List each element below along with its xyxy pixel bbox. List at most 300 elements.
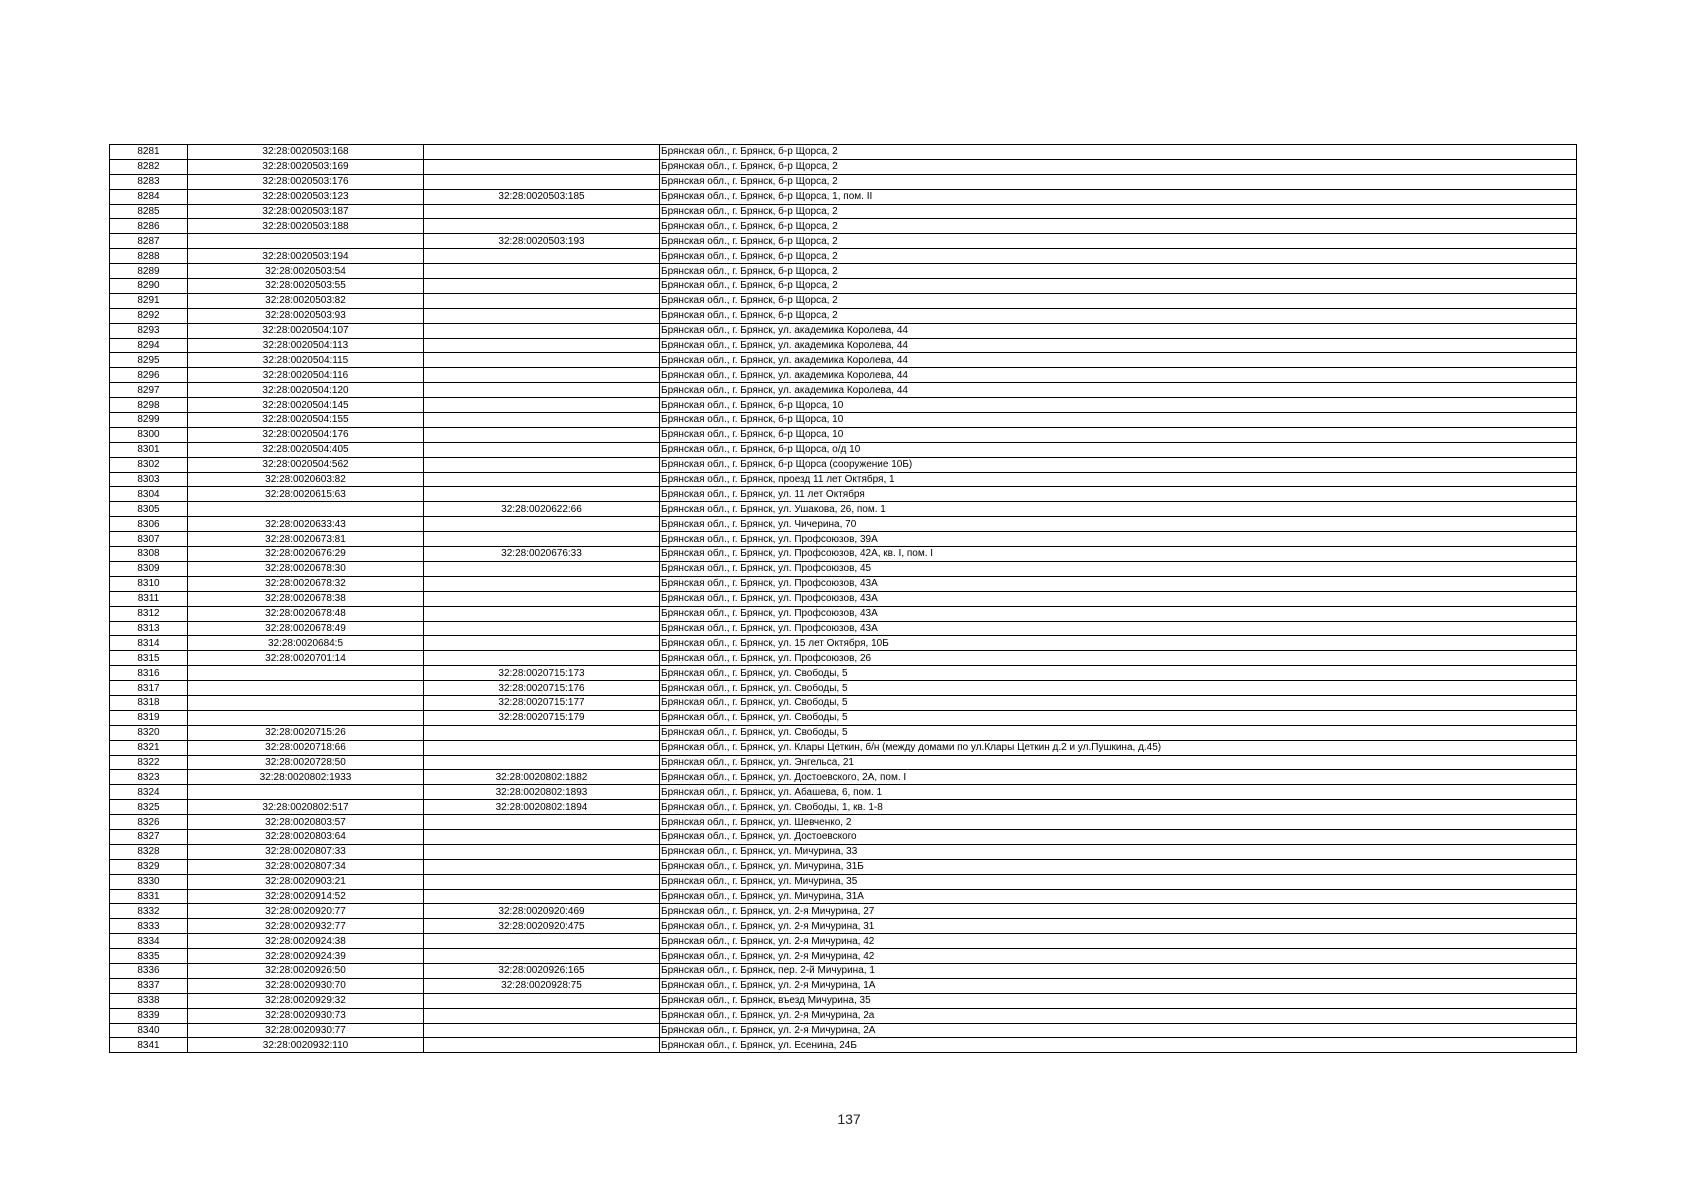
related-cadastral-number-cell [424, 219, 660, 234]
table-row [110, 517, 1577, 532]
row-number-cell: 8313 [110, 621, 188, 636]
related-cadastral-number-cell [424, 457, 660, 472]
address-cell: Брянская обл., г. Брянск, ул. Мичурина, 31Б [660, 859, 1577, 874]
cadastral-number-cell: 32:28:0020504:115 [188, 353, 424, 368]
address-cell: Брянская обл., г. Брянск, ул. 2-я Мичурина, 27 [660, 904, 1577, 919]
address-cell: Брянская обл., г. Брянск, ул. академика Королева, 44 [660, 383, 1577, 398]
cadastral-number-cell: 32:28:0020803:57 [188, 815, 424, 830]
address-cell: Брянская обл., г. Брянск, б-р Щорса, 2 [660, 145, 1577, 160]
row-number-cell: 8314 [110, 636, 188, 651]
related-cadastral-number-cell [424, 651, 660, 666]
related-cadastral-number-cell: 32:28:0020715:179 [424, 710, 660, 725]
related-cadastral-number-cell: 32:28:0020928:75 [424, 978, 660, 993]
address-cell: Брянская обл., г. Брянск, ул. Ушакова, 26, пом. 1 [660, 502, 1577, 517]
cadastral-number-cell: 32:28:0020715:26 [188, 725, 424, 740]
related-cadastral-number-cell [424, 279, 660, 294]
row-number-cell: 8282 [110, 159, 188, 174]
row-number-cell: 8302 [110, 457, 188, 472]
cadastral-number-cell: 32:28:0020503:55 [188, 279, 424, 294]
related-cadastral-number-cell [424, 1023, 660, 1038]
address-cell: Брянская обл., г. Брянск, ул. Свободы, 5 [660, 681, 1577, 696]
related-cadastral-number-cell [424, 859, 660, 874]
address-cell: Брянская обл., г. Брянск, б-р Щорса, 2 [660, 219, 1577, 234]
related-cadastral-number-cell [424, 1038, 660, 1053]
row-number-cell: 8301 [110, 442, 188, 457]
row-number-cell: 8331 [110, 889, 188, 904]
row-number-cell: 8324 [110, 785, 188, 800]
related-cadastral-number-cell [424, 368, 660, 383]
related-cadastral-number-cell: 32:28:0020802:1882 [424, 770, 660, 785]
address-cell: Брянская обл., г. Брянск, б-р Щорса, 2 [660, 249, 1577, 264]
cadastral-number-cell: 32:28:0020678:48 [188, 606, 424, 621]
address-cell: Брянская обл., г. Брянск, ул. Профсоюзов, 45 [660, 561, 1577, 576]
row-number-cell: 8328 [110, 844, 188, 859]
cadastral-number-cell: 32:28:0020503:169 [188, 159, 424, 174]
cadastral-number-cell: 32:28:0020504:113 [188, 338, 424, 353]
table-row [110, 844, 1577, 859]
related-cadastral-number-cell [424, 844, 660, 859]
related-cadastral-number-cell [424, 204, 660, 219]
related-cadastral-number-cell [424, 576, 660, 591]
table-row [110, 457, 1577, 472]
address-cell: Брянская обл., г. Брянск, ул. 2-я Мичурина, 42 [660, 934, 1577, 949]
row-number-cell: 8308 [110, 547, 188, 562]
row-number-cell: 8294 [110, 338, 188, 353]
cadastral-number-cell: 32:28:0020932:77 [188, 919, 424, 934]
cadastral-number-cell: 32:28:0020503:168 [188, 145, 424, 160]
row-number-cell: 8297 [110, 383, 188, 398]
table-row [110, 145, 1577, 160]
related-cadastral-number-cell [424, 398, 660, 413]
row-number-cell: 8306 [110, 517, 188, 532]
row-number-cell: 8326 [110, 815, 188, 830]
table-row [110, 963, 1577, 978]
cadastral-number-cell [188, 666, 424, 681]
table-row [110, 934, 1577, 949]
address-cell: Брянская обл., г. Брянск, ул. академика Королева, 44 [660, 338, 1577, 353]
address-cell: Брянская обл., г. Брянск, ул. 2-я Мичурина, 31 [660, 919, 1577, 934]
row-number-cell: 8283 [110, 174, 188, 189]
address-cell: Брянская обл., г. Брянск, ул. Профсоюзов, 43А [660, 621, 1577, 636]
address-cell: Брянская обл., г. Брянск, ул. Свободы, 5 [660, 666, 1577, 681]
cadastral-number-cell [188, 681, 424, 696]
address-cell: Брянская обл., г. Брянск, б-р Щорса, 2 [660, 234, 1577, 249]
table-row [110, 815, 1577, 830]
address-cell: Брянская обл., г. Брянск, б-р Щорса (сооружение 10Б) [660, 457, 1577, 472]
related-cadastral-number-cell: 32:28:0020715:176 [424, 681, 660, 696]
cadastral-number-cell: 32:28:0020903:21 [188, 874, 424, 889]
related-cadastral-number-cell [424, 829, 660, 844]
page-number: 137 [837, 1111, 861, 1127]
related-cadastral-number-cell [424, 725, 660, 740]
cadastral-number-cell: 32:28:0020930:77 [188, 1023, 424, 1038]
cadastral-number-cell: 32:28:0020504:155 [188, 413, 424, 428]
address-cell: Брянская обл., г. Брянск, ул. 15 лет Октября, 10Б [660, 636, 1577, 651]
table-row [110, 889, 1577, 904]
table-row [110, 368, 1577, 383]
address-cell: Брянская обл., г. Брянск, ул. 11 лет Октября [660, 487, 1577, 502]
cadastral-number-cell: 32:28:0020678:49 [188, 621, 424, 636]
related-cadastral-number-cell [424, 755, 660, 770]
cadastral-number-cell: 32:28:0020807:33 [188, 844, 424, 859]
row-number-cell: 8300 [110, 427, 188, 442]
row-number-cell: 8337 [110, 978, 188, 993]
related-cadastral-number-cell [424, 487, 660, 502]
table-row [110, 606, 1577, 621]
cadastral-number-cell: 32:28:0020504:116 [188, 368, 424, 383]
cadastral-number-cell: 32:28:0020503:82 [188, 293, 424, 308]
address-cell: Брянская обл., г. Брянск, б-р Щорса, 2 [660, 308, 1577, 323]
table-row [110, 383, 1577, 398]
table-row [110, 159, 1577, 174]
table-row [110, 398, 1577, 413]
cadastral-number-cell: 32:28:0020504:176 [188, 427, 424, 442]
related-cadastral-number-cell [424, 383, 660, 398]
related-cadastral-number-cell: 32:28:0020920:475 [424, 919, 660, 934]
row-number-cell: 8286 [110, 219, 188, 234]
table-row [110, 829, 1577, 844]
table-row [110, 472, 1577, 487]
table-row [110, 591, 1577, 606]
address-cell: Брянская обл., г. Брянск, въезд Мичурина, 35 [660, 993, 1577, 1008]
related-cadastral-number-cell: 32:28:0020503:185 [424, 189, 660, 204]
table-row [110, 323, 1577, 338]
row-number-cell: 8319 [110, 710, 188, 725]
table-row [110, 710, 1577, 725]
table-row [110, 279, 1577, 294]
cadastral-number-cell: 32:28:0020728:50 [188, 755, 424, 770]
row-number-cell: 8339 [110, 1008, 188, 1023]
related-cadastral-number-cell: 32:28:0020715:173 [424, 666, 660, 681]
cadastral-number-cell: 32:28:0020926:50 [188, 963, 424, 978]
table-row [110, 725, 1577, 740]
table-row [110, 904, 1577, 919]
cadastral-number-cell: 32:28:0020932:110 [188, 1038, 424, 1053]
table-row [110, 859, 1577, 874]
cadastral-number-cell: 32:28:0020684:5 [188, 636, 424, 651]
table-row [110, 621, 1577, 636]
related-cadastral-number-cell [424, 889, 660, 904]
row-number-cell: 8332 [110, 904, 188, 919]
related-cadastral-number-cell [424, 427, 660, 442]
address-cell: Брянская обл., г. Брянск, ул. Мичурина, 31А [660, 889, 1577, 904]
address-cell: Брянская обл., г. Брянск, б-р Щорса, 2 [660, 264, 1577, 279]
address-cell: Брянская обл., г. Брянск, ул. Профсоюзов, 26 [660, 651, 1577, 666]
cadastral-number-cell: 32:28:0020633:43 [188, 517, 424, 532]
address-cell: Брянская обл., г. Брянск, ул. Клары Цеткин, б/н (между домами по ул.Клары Цеткин д.2 и ул.Пушкина, д.45) [660, 740, 1577, 755]
address-cell: Брянская обл., г. Брянск, б-р Щорса, 10 [660, 413, 1577, 428]
related-cadastral-number-cell [424, 249, 660, 264]
address-cell: Брянская обл., г. Брянск, ул. академика Королева, 44 [660, 368, 1577, 383]
related-cadastral-number-cell [424, 308, 660, 323]
row-number-cell: 8321 [110, 740, 188, 755]
cadastral-number-cell [188, 710, 424, 725]
row-number-cell: 8335 [110, 949, 188, 964]
address-cell: Брянская обл., г. Брянск, ул. 2-я Мичурина, 1А [660, 978, 1577, 993]
table-row [110, 576, 1577, 591]
table-row [110, 695, 1577, 710]
table-row [110, 532, 1577, 547]
related-cadastral-number-cell [424, 353, 660, 368]
related-cadastral-number-cell [424, 606, 660, 621]
related-cadastral-number-cell [424, 159, 660, 174]
address-cell: Брянская обл., г. Брянск, ул. академика Королева, 44 [660, 353, 1577, 368]
address-cell: Брянская обл., г. Брянск, ул. Есенина, 24Б [660, 1038, 1577, 1053]
cadastral-number-cell: 32:28:0020615:63 [188, 487, 424, 502]
row-number-cell: 8289 [110, 264, 188, 279]
related-cadastral-number-cell [424, 174, 660, 189]
related-cadastral-number-cell [424, 338, 660, 353]
table-row [110, 681, 1577, 696]
related-cadastral-number-cell [424, 442, 660, 457]
cadastral-number-cell: 32:28:0020678:38 [188, 591, 424, 606]
related-cadastral-number-cell [424, 561, 660, 576]
cadastral-number-cell: 32:28:0020504:107 [188, 323, 424, 338]
cadastral-number-cell: 32:28:0020920:77 [188, 904, 424, 919]
address-cell: Брянская обл., г. Брянск, б-р Щорса, о/д 10 [660, 442, 1577, 457]
table-row [110, 1008, 1577, 1023]
address-cell: Брянская обл., г. Брянск, ул. 2-я Мичурина, 42 [660, 949, 1577, 964]
row-number-cell: 8305 [110, 502, 188, 517]
table-row [110, 978, 1577, 993]
row-number-cell: 8317 [110, 681, 188, 696]
address-cell: Брянская обл., г. Брянск, б-р Щорса, 2 [660, 293, 1577, 308]
row-number-cell: 8336 [110, 963, 188, 978]
table-row [110, 219, 1577, 234]
table-row [110, 413, 1577, 428]
cadastral-number-cell: 32:28:0020503:187 [188, 204, 424, 219]
row-number-cell: 8285 [110, 204, 188, 219]
related-cadastral-number-cell [424, 740, 660, 755]
cadastral-number-cell: 32:28:0020802:1933 [188, 770, 424, 785]
address-cell: Брянская обл., г. Брянск, ул. Абашева, 6, пом. 1 [660, 785, 1577, 800]
related-cadastral-number-cell: 32:28:0020802:1893 [424, 785, 660, 800]
table-row [110, 502, 1577, 517]
table-row [110, 740, 1577, 755]
related-cadastral-number-cell: 32:28:0020715:177 [424, 695, 660, 710]
related-cadastral-number-cell [424, 264, 660, 279]
cadastral-number-cell: 32:28:0020503:188 [188, 219, 424, 234]
row-number-cell: 8291 [110, 293, 188, 308]
address-cell: Брянская обл., г. Брянск, ул. 2-я Мичурина, 2а [660, 1008, 1577, 1023]
cadastral-number-cell [188, 234, 424, 249]
row-number-cell: 8316 [110, 666, 188, 681]
table-row [110, 770, 1577, 785]
related-cadastral-number-cell [424, 413, 660, 428]
table-row [110, 204, 1577, 219]
address-cell: Брянская обл., г. Брянск, ул. Шевченко, 2 [660, 815, 1577, 830]
cadastral-number-cell: 32:28:0020603:82 [188, 472, 424, 487]
row-number-cell: 8315 [110, 651, 188, 666]
cadastral-number-cell: 32:28:0020503:194 [188, 249, 424, 264]
address-cell: Брянская обл., г. Брянск, б-р Щорса, 2 [660, 159, 1577, 174]
address-cell: Брянская обл., г. Брянск, ул. Профсоюзов, 43А [660, 591, 1577, 606]
row-number-cell: 8296 [110, 368, 188, 383]
related-cadastral-number-cell [424, 636, 660, 651]
table-row [110, 949, 1577, 964]
address-cell: Брянская обл., г. Брянск, ул. Профсоюзов, 42А, кв. I, пом. I [660, 547, 1577, 562]
cadastral-number-cell: 32:28:0020678:30 [188, 561, 424, 576]
row-number-cell: 8318 [110, 695, 188, 710]
cadastral-number-cell: 32:28:0020924:39 [188, 949, 424, 964]
table-row [110, 561, 1577, 576]
related-cadastral-number-cell: 32:28:0020920:469 [424, 904, 660, 919]
row-number-cell: 8330 [110, 874, 188, 889]
related-cadastral-number-cell: 32:28:0020926:165 [424, 963, 660, 978]
table-row [110, 636, 1577, 651]
cadastral-number-cell: 32:28:0020803:64 [188, 829, 424, 844]
cadastral-number-cell: 32:28:0020930:73 [188, 1008, 424, 1023]
cadastral-number-cell: 32:28:0020929:32 [188, 993, 424, 1008]
row-number-cell: 8334 [110, 934, 188, 949]
table-row [110, 189, 1577, 204]
related-cadastral-number-cell: 32:28:0020622:66 [424, 502, 660, 517]
row-number-cell: 8320 [110, 725, 188, 740]
table-row [110, 427, 1577, 442]
row-number-cell: 8307 [110, 532, 188, 547]
cadastral-number-cell: 32:28:0020504:145 [188, 398, 424, 413]
cadastral-number-cell: 32:28:0020678:32 [188, 576, 424, 591]
table-row [110, 174, 1577, 189]
table-row [110, 547, 1577, 562]
table-row [110, 293, 1577, 308]
table-row [110, 234, 1577, 249]
table-row [110, 874, 1577, 889]
cadastral-number-cell: 32:28:0020503:123 [188, 189, 424, 204]
address-cell: Брянская обл., г. Брянск, б-р Щорса, 10 [660, 398, 1577, 413]
row-number-cell: 8340 [110, 1023, 188, 1038]
address-cell: Брянская обл., г. Брянск, ул. Профсоюзов, 39А [660, 532, 1577, 547]
cadastral-number-cell: 32:28:0020504:562 [188, 457, 424, 472]
related-cadastral-number-cell [424, 993, 660, 1008]
row-number-cell: 8293 [110, 323, 188, 338]
cadastral-number-cell: 32:28:0020503:176 [188, 174, 424, 189]
table-row [110, 487, 1577, 502]
row-number-cell: 8310 [110, 576, 188, 591]
row-number-cell: 8323 [110, 770, 188, 785]
address-cell: Брянская обл., г. Брянск, пер. 2-й Мичурина, 1 [660, 963, 1577, 978]
table-row [110, 755, 1577, 770]
table-row [110, 308, 1577, 323]
related-cadastral-number-cell [424, 145, 660, 160]
related-cadastral-number-cell [424, 591, 660, 606]
related-cadastral-number-cell [424, 815, 660, 830]
address-cell: Брянская обл., г. Брянск, ул. академика Королева, 44 [660, 323, 1577, 338]
row-number-cell: 8288 [110, 249, 188, 264]
row-number-cell: 8287 [110, 234, 188, 249]
cadastral-number-cell: 32:28:0020673:81 [188, 532, 424, 547]
related-cadastral-number-cell [424, 293, 660, 308]
address-cell: Брянская обл., г. Брянск, ул. Энгельса, 21 [660, 755, 1577, 770]
row-number-cell: 8303 [110, 472, 188, 487]
table-row [110, 249, 1577, 264]
row-number-cell: 8309 [110, 561, 188, 576]
related-cadastral-number-cell [424, 472, 660, 487]
table-row [110, 993, 1577, 1008]
table-row [110, 919, 1577, 934]
table-row [110, 1023, 1577, 1038]
row-number-cell: 8290 [110, 279, 188, 294]
address-cell: Брянская обл., г. Брянск, проезд 11 лет Октября, 1 [660, 472, 1577, 487]
table-row [110, 666, 1577, 681]
cadastral-number-cell: 32:28:0020914:52 [188, 889, 424, 904]
table-row [110, 264, 1577, 279]
related-cadastral-number-cell: 32:28:0020676:33 [424, 547, 660, 562]
cadastral-number-cell [188, 502, 424, 517]
row-number-cell: 8295 [110, 353, 188, 368]
row-number-cell: 8325 [110, 800, 188, 815]
row-number-cell: 8333 [110, 919, 188, 934]
row-number-cell: 8311 [110, 591, 188, 606]
related-cadastral-number-cell [424, 949, 660, 964]
related-cadastral-number-cell [424, 532, 660, 547]
address-cell: Брянская обл., г. Брянск, ул. Профсоюзов, 43А [660, 606, 1577, 621]
address-cell: Брянская обл., г. Брянск, ул. Мичурина, 33 [660, 844, 1577, 859]
table-row [110, 1038, 1577, 1053]
cadastral-number-cell: 32:28:0020807:34 [188, 859, 424, 874]
address-cell: Брянская обл., г. Брянск, ул. Свободы, 5 [660, 695, 1577, 710]
table-row [110, 800, 1577, 815]
cadastral-number-cell: 32:28:0020504:405 [188, 442, 424, 457]
row-number-cell: 8327 [110, 829, 188, 844]
cadastral-number-cell: 32:28:0020718:66 [188, 740, 424, 755]
related-cadastral-number-cell [424, 874, 660, 889]
table-row [110, 338, 1577, 353]
row-number-cell: 8281 [110, 145, 188, 160]
address-cell: Брянская обл., г. Брянск, ул. Свободы, 5 [660, 710, 1577, 725]
row-number-cell: 8329 [110, 859, 188, 874]
registry-table-body [110, 145, 1577, 1053]
row-number-cell: 8304 [110, 487, 188, 502]
address-cell: Брянская обл., г. Брянск, ул. Профсоюзов, 43А [660, 576, 1577, 591]
related-cadastral-number-cell [424, 1008, 660, 1023]
address-cell: Брянская обл., г. Брянск, ул. Мичурина, 35 [660, 874, 1577, 889]
cadastral-number-cell [188, 695, 424, 710]
address-cell: Брянская обл., г. Брянск, ул. Свободы, 5 [660, 725, 1577, 740]
row-number-cell: 8341 [110, 1038, 188, 1053]
table-row [110, 353, 1577, 368]
related-cadastral-number-cell [424, 517, 660, 532]
address-cell: Брянская обл., г. Брянск, б-р Щорса, 1, пом. II [660, 189, 1577, 204]
table-row [110, 651, 1577, 666]
row-number-cell: 8299 [110, 413, 188, 428]
row-number-cell: 8312 [110, 606, 188, 621]
address-cell: Брянская обл., г. Брянск, ул. Чичерина, 70 [660, 517, 1577, 532]
address-cell: Брянская обл., г. Брянск, б-р Щорса, 2 [660, 204, 1577, 219]
address-cell: Брянская обл., г. Брянск, ул. Свободы, 1, кв. 1-8 [660, 800, 1577, 815]
related-cadastral-number-cell [424, 323, 660, 338]
row-number-cell: 8298 [110, 398, 188, 413]
row-number-cell: 8284 [110, 189, 188, 204]
address-cell: Брянская обл., г. Брянск, б-р Щорса, 10 [660, 427, 1577, 442]
related-cadastral-number-cell [424, 934, 660, 949]
address-cell: Брянская обл., г. Брянск, б-р Щорса, 2 [660, 174, 1577, 189]
cadastral-number-cell: 32:28:0020676:29 [188, 547, 424, 562]
cadastral-number-cell: 32:28:0020701:14 [188, 651, 424, 666]
table-row [110, 785, 1577, 800]
cadastral-number-cell: 32:28:0020924:38 [188, 934, 424, 949]
address-cell: Брянская обл., г. Брянск, ул. Достоевского [660, 829, 1577, 844]
table-row [110, 442, 1577, 457]
row-number-cell: 8338 [110, 993, 188, 1008]
property-registry-table [109, 144, 1577, 1053]
row-number-cell: 8322 [110, 755, 188, 770]
cadastral-number-cell: 32:28:0020802:517 [188, 800, 424, 815]
cadastral-number-cell: 32:28:0020930:70 [188, 978, 424, 993]
cadastral-number-cell: 32:28:0020503:54 [188, 264, 424, 279]
related-cadastral-number-cell [424, 621, 660, 636]
related-cadastral-number-cell: 32:28:0020802:1894 [424, 800, 660, 815]
